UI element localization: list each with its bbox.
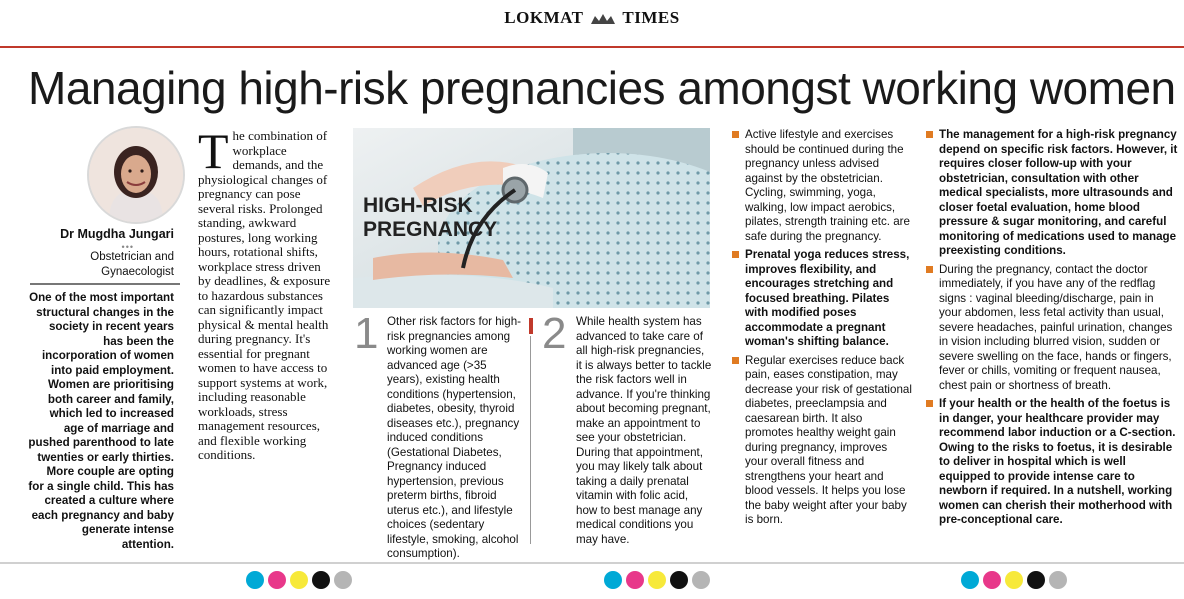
registration-dot-icon xyxy=(648,571,666,589)
list-item-text: Regular exercises reduce back pain, eases constipation, may decrease your risk of gestational diabetes, preeclampsia and caesarean birth. It also promotes healthy weight gain during pregnancy, improves your overall fitness and strengthens your heart and blood vessels. It helps you lose the baby weight after your baby is born. xyxy=(745,353,912,526)
bullet-square-icon xyxy=(732,357,739,364)
section-1-text: Other risk factors for high-risk pregnancies among working women are advanced age (>35 years), existing health conditions (hypertension, diabetes, obesity, thyroid diseases etc.), pregnancy induced conditions (Gestational Diabetes, Pregnancy induced hypertension, previous preterm births, fibroid uterus etc.), and lifestyle choices (sedentary lifestyle, smoking, alcohol consumption). xyxy=(387,315,522,560)
photo-label-line2: PREGNANCY xyxy=(363,218,498,241)
registration-dot-icon xyxy=(268,571,286,589)
column-marker xyxy=(529,318,533,334)
pregnancy-photo xyxy=(353,128,710,308)
registration-marks-right xyxy=(961,571,1067,591)
registration-dot-icon xyxy=(1049,571,1067,589)
registration-dot-icon xyxy=(290,571,308,589)
registration-dot-icon xyxy=(626,571,644,589)
top-rule xyxy=(0,46,1184,48)
bullet-list-column-4 xyxy=(926,128,1178,532)
author-role-line2: Gynaecologist xyxy=(101,265,174,278)
list-item xyxy=(926,397,1178,528)
column-divider xyxy=(530,336,531,544)
registration-dot-icon xyxy=(246,571,264,589)
list-item xyxy=(926,128,1178,259)
section-number-2: 2 xyxy=(542,309,567,358)
list-item-text: Active lifestyle and exercises should be continued during the pregnancy unless advised against by the obstetrician. Cycling, swimming, yoga, walking, low impact aerobics, pilates, strength training etc. are safe during the pregnancy. xyxy=(745,128,910,243)
pregnancy-illustration xyxy=(353,128,710,308)
intro-paragraph: One of the most important structural changes in the society in recent years has been the incorporation of women into paid employment. Women are prioritising both career and family, which led to increased age of marriage and pushed parenthood to late twenties or early thirties. More couple are opting for a single child. This has created a culture where each pregnancy and baby generate intense attention. xyxy=(28,291,174,551)
author-name: Dr Mugdha Jungari xyxy=(60,227,174,241)
registration-dot-icon xyxy=(312,571,330,589)
author-photo xyxy=(87,126,185,224)
registration-marks-left xyxy=(246,571,352,591)
bullet-square-icon xyxy=(732,131,739,138)
section-number-1: 1 xyxy=(354,309,379,358)
list-item-text: The management for a high-risk pregnancy depend on specific risk factors. However, it requires closer follow-up with your obstetrician, consultation with other medical specialists, more ultrasounds and closer foetal evaluation, home blood pressure & sugar monitoring, and careful monitoring of medications used to manage preexisting conditions. xyxy=(939,128,1178,257)
bullet-list-column-3 xyxy=(732,128,912,532)
registration-dot-icon xyxy=(1027,571,1045,589)
bullet-square-icon xyxy=(926,266,933,273)
list-item-text: Prenatal yoga reduces stress, improves flexibility, and encourages stretching and focused breathing. Pilates with modified poses accommodate a pregnant woman's shifting balance. xyxy=(745,248,910,348)
masthead-logo xyxy=(0,8,1184,28)
list-item xyxy=(732,248,912,350)
author-portrait-icon xyxy=(89,128,183,222)
list-item-text: If your health or the health of the foetus is in danger, your healthcare provider may recommend labor induction or a C-section. Owing to the risks to foetus, it is desirable to deliver in hospital which is well equipped to provide intense care to newborn if required. In a nutshell, working women can cherish their motherhood with pre-conceptional care. xyxy=(939,397,1176,526)
registration-marks-center xyxy=(604,571,710,591)
list-item xyxy=(732,128,912,244)
list-item xyxy=(926,263,1178,394)
registration-dot-icon xyxy=(604,571,622,589)
author-role xyxy=(40,250,174,279)
list-item-text: During the pregnancy, contact the doctor immediately, if you have any of the redflag signs : vaginal bleeding/discharge, pain in your abdomen, less fetal activity than usual, severe headaches, painful urination, changes in vision including blurred vision, sudden or severe swelling on the face, hands or fingers, fever or chills, vomiting or frequent nausea, chest pain or shortness of breath. xyxy=(939,262,1173,392)
masthead-right: TIMES xyxy=(622,8,680,27)
bullet-square-icon xyxy=(926,400,933,407)
bullet-square-icon xyxy=(926,131,933,138)
drop-cap: T xyxy=(198,123,229,179)
photo-label-line1: HIGH-RISK xyxy=(363,194,473,217)
author-separator: ••• xyxy=(121,242,134,252)
registration-dot-icon xyxy=(983,571,1001,589)
headline: Managing high-risk pregnancies amongst working women xyxy=(28,62,1176,114)
author-role-line1: Obstetrician and xyxy=(90,251,174,263)
bottom-rule xyxy=(0,562,1184,564)
lion-emblem-icon xyxy=(590,13,616,25)
registration-dot-icon xyxy=(334,571,352,589)
registration-dot-icon xyxy=(670,571,688,589)
registration-dot-icon xyxy=(692,571,710,589)
serif-column xyxy=(198,123,333,463)
author-rule xyxy=(30,283,180,285)
masthead-left: LOKMAT xyxy=(504,8,584,27)
bullet-square-icon xyxy=(732,251,739,258)
section-2-text: While health system has advanced to take care of all high-risk pregnancies, it is always better to tackle the risk factors well in advance. If you're thinking about becoming pregnant, make an appointment to see your obstetrician. During that appointment, you may likely talk about taking a daily prenatal vitamin with folic acid, how to best manage any medical conditions you may have. xyxy=(576,315,712,546)
serif-column-text: he combination of workplace demands, and the physiological changes of pregnancy can pose several risks. Prolonged standing, awkward postures, long working hours, rotational shifts, workplace stress driven by deadlines, & exposure to hazardous substances can significantly impact physical & mental health during pregnancy. It's essential for pregnant women to have access to support systems at work, including reasonable workloads, stress management resources, and flexible working conditions. xyxy=(198,128,331,462)
registration-dot-icon xyxy=(1005,571,1023,589)
list-item xyxy=(732,354,912,528)
registration-dot-icon xyxy=(961,571,979,589)
